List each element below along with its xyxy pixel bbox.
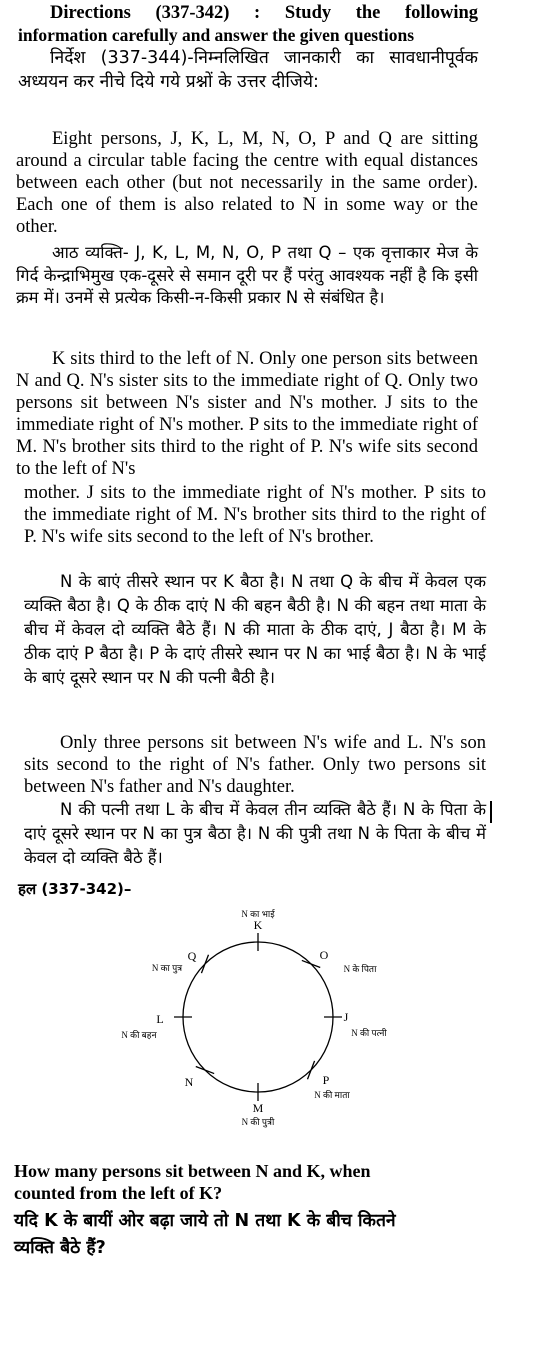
directions-heading-hi: निर्देश (337-344)-निम्नलिखित जानकारी का सावधानीपूर्वक अध्ययन कर नीचे दिये गये प्रश्नों के उत्तर दीजिये: bbox=[18, 48, 478, 92]
solution-label: हल (337-342)– bbox=[18, 880, 132, 898]
seat-relation-k: N का भाई bbox=[241, 909, 275, 919]
seat-relation-o: N के पिता bbox=[343, 964, 377, 974]
seating-diagram bbox=[100, 905, 430, 1135]
seat-mark-p bbox=[307, 1061, 314, 1079]
question-hi: यदि K के बायीं ओर बढ़ा जाये तो N तथा K के बीच कितने व्यक्ति बैठे हैं? bbox=[14, 1211, 396, 1258]
seat-relation-q: N का पुत्र bbox=[151, 963, 183, 973]
round-table bbox=[183, 942, 333, 1092]
seat-mark-o bbox=[302, 960, 320, 967]
seat-letter-k: K bbox=[253, 918, 263, 932]
paragraph-1-hi: आठ व्यक्ति- J, K, L, M, N, O, P तथा Q – एक वृत्ताकार मेज के गिर्द केन्द्राभिमुख एक-दूसरे से समान दूरी पर हैं परंतु आवश्यक नहीं है कि इसी क्रम में। उनमें से प्रत्येक किसी-न-किसी प्रकार N से संबंधित है। bbox=[16, 243, 478, 307]
seat-marks bbox=[174, 933, 342, 1101]
paragraph-3-en: Only three persons sit between N's wife and L. N's son sits second to the right of N's father. Only two persons sit between N's father and N's daughter. bbox=[24, 733, 486, 797]
question-en: How many persons sit between N and K, when counted from the left of K? bbox=[14, 1161, 371, 1203]
paragraph-3-hi: N की पत्नी तथा L के बीच में केवल तीन व्यक्ति बैठे हैं। N के पिता के दाएं दूसरे स्थान पर N का पुत्र बैठा है। N की पुत्री तथा N के पिता के बीच में केवल दो व्यक्ति बैठे हैं। bbox=[24, 800, 486, 867]
directions-line-2: information carefully and answer the given questions bbox=[18, 25, 415, 45]
seat-relation-j: N की पत्नी bbox=[351, 1028, 387, 1038]
seat-mark-n bbox=[196, 1066, 214, 1073]
paragraph-2-en-b: mother. J sits to the immediate right of N's mother. P sits to the immediate right of M. N's brother sits third to the right of P. N's wife sits second to the left of N's brother. bbox=[24, 483, 486, 547]
seat-mark-q bbox=[201, 955, 208, 973]
seat-relation-m: N की पुत्री bbox=[241, 1117, 275, 1127]
seat-letter-n: N bbox=[184, 1075, 194, 1089]
text-cursor-bar bbox=[490, 801, 492, 823]
seat-letter-j: J bbox=[343, 1010, 349, 1024]
seat-relation-p: N की माता bbox=[314, 1090, 350, 1100]
seat-letter-m: M bbox=[252, 1101, 264, 1115]
paragraph-2-hi: N के बाएं तीसरे स्थान पर K बैठा है। N तथा Q के बीच में केवल एक व्यक्ति बैठा है। Q के ठीक दाएं N की बहन बैठी है। N की बहन तथा माता के बीच में केवल दो व्यक्ति बैठे हैं। N की माता के ठीक दाएं, J बैठा है। M के ठीक दाएं P बैठा है। P के दाएं तीसरे स्थान पर N का भाई बैठा है। N के भाई के बाएं दूसरे स्थान पर N की पत्नी बैठी है। bbox=[24, 572, 486, 687]
seat-letter-o: O bbox=[319, 948, 329, 962]
directions-line-1: Directions (337-342) : Study the following bbox=[50, 3, 478, 23]
seat-letter-q: Q bbox=[187, 949, 197, 963]
seat-letter-p: P bbox=[322, 1073, 330, 1087]
paragraph-2-en-a: K sits third to the left of N. Only one person sits between N and Q. N's sister sits to the immediate right of Q. Only two persons sit between N's sister and N's mother. J sits to the immediate right of N's mother. P sits to the immediate right of M. N's brother sits third to the right of P. N's wife sits second to the left of N's bbox=[16, 349, 478, 479]
paragraph-1-en: Eight persons, J, K, L, M, N, O, P and Q are sitting around a circular table facing the centre with equal distances between each other (but not necessarily in the same order). Each one of them is also related to N in some way or the other. bbox=[16, 129, 478, 237]
seat-relation-l: N की बहन bbox=[121, 1030, 157, 1040]
seat-labels bbox=[121, 908, 387, 1128]
directions-heading-en bbox=[18, 2, 478, 46]
seat-letter-l: L bbox=[156, 1012, 164, 1026]
